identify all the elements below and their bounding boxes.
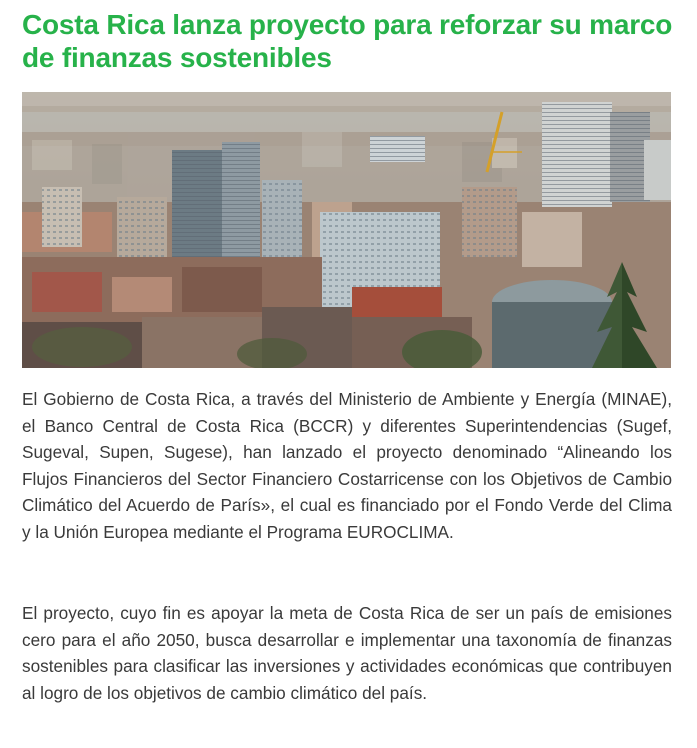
article-paragraph: El proyecto, cuyo fin es apoyar la meta de Costa Rica de ser un país de emisiones cero para el año 2050, busca desarrollar e implementar una taxonomía de finanzas sostenibles para clasificar las inversiones y actividades económicas que contribuyen al logro de los objetivos de cambio climático del país. [22,603,672,703]
hero-image-city-skyline [22,92,671,368]
article-paragraph: El Gobierno de Costa Rica, a través del Ministerio de Ambiente y Energía (MINAE), el Banco Central de Costa Rica (BCCR) y diferentes Superintendencias (Sugef, Sugeval, Supen, Sugese), han lanzado el proyecto denominado “Alineando los Flujos Financieros del Sector Financiero Costarricense con los Objetivos de Cambio Climático del Acuerdo de París», el cual es financiado por el Fondo Verde del Clima y la Unión Europea mediante el Programa EUROCLIMA. [22,389,672,542]
article-title: Costa Rica lanza proyecto para reforzar su marco de finanzas sostenibles [22,9,673,73]
